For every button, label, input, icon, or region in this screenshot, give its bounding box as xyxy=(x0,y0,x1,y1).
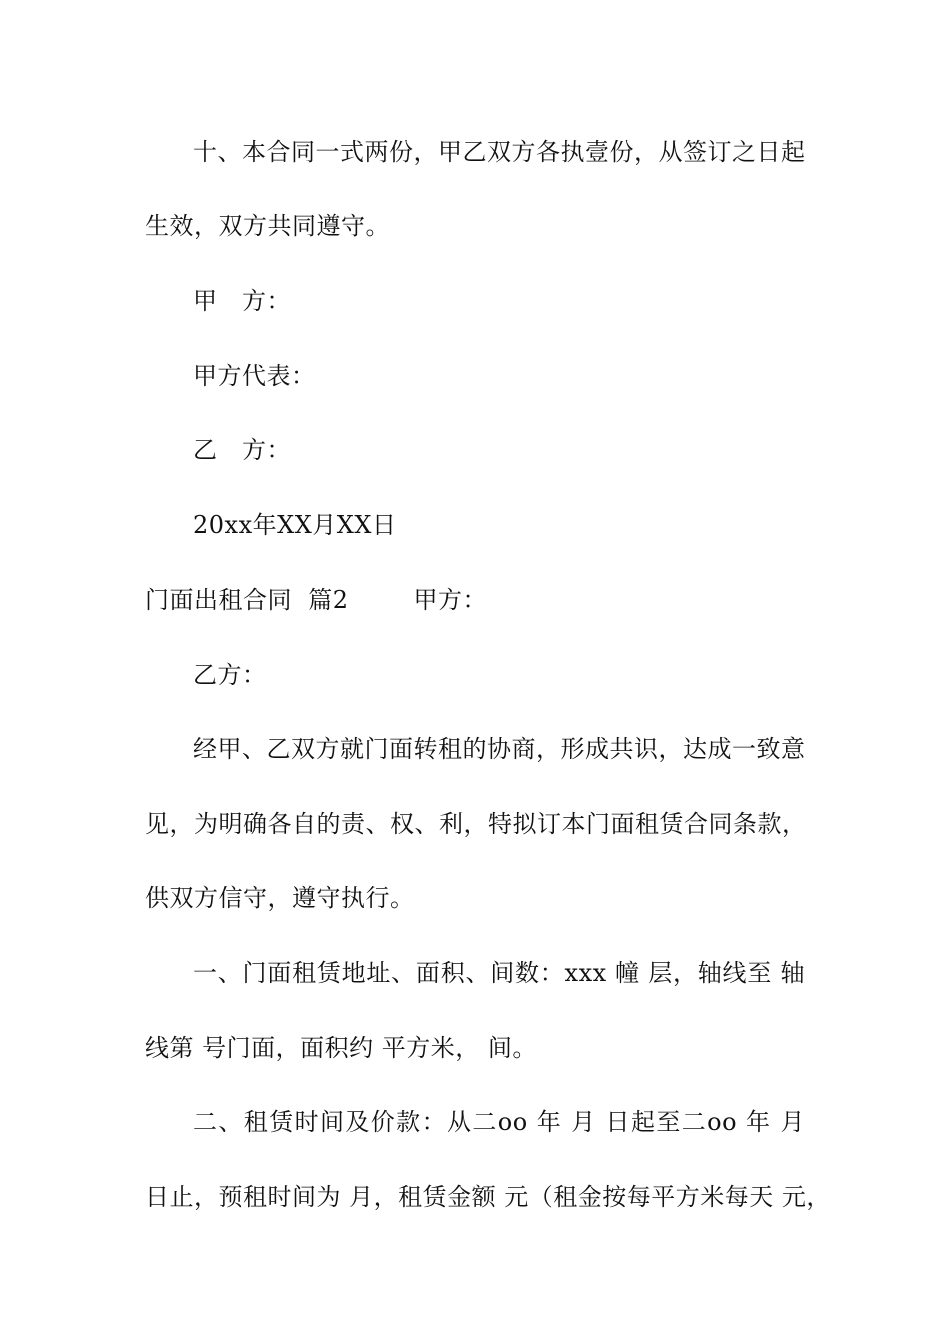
signing-date: 20xx年XX月XX日 xyxy=(193,511,397,539)
preamble-line-1: 经甲、乙双方就门面转租的协商，形成共识，达成一致意 xyxy=(193,735,806,763)
preamble-line-3: 供双方信守，遵守执行。 xyxy=(145,884,415,912)
party-a-label: 甲 方： xyxy=(193,287,291,315)
clause-one-line-2: 线第 号门面，面积约 平方米， 间。 xyxy=(145,1034,537,1062)
party-b-label: 乙 方： xyxy=(193,436,291,464)
clause-ten-line-2: 生效，双方共同遵守。 xyxy=(145,212,390,240)
clause-ten-line-1: 十、本合同一式两份，甲乙双方各执壹份，从签订之日起 xyxy=(193,138,806,166)
party-a-representative-label: 甲方代表： xyxy=(193,362,316,390)
contract-two-heading: 门面出租合同 篇2 甲方： xyxy=(145,586,488,614)
clause-two-line-2: 日止，预租时间为 月，租赁金额 元（租金按每平方米每天 元， xyxy=(145,1183,831,1211)
preamble-line-2: 见，为明确各自的责、权、利，特拟订本门面租赁合同条款， xyxy=(145,810,807,838)
clause-one-line-1: 一、门面租赁地址、面积、间数：xxx 幢 层，轴线至 轴 xyxy=(193,959,805,987)
party-b-label-2: 乙方： xyxy=(193,661,267,689)
clause-two-line-1: 二、租赁时间及价款：从二oo 年 月 日起至二oo 年 月 xyxy=(193,1108,805,1136)
